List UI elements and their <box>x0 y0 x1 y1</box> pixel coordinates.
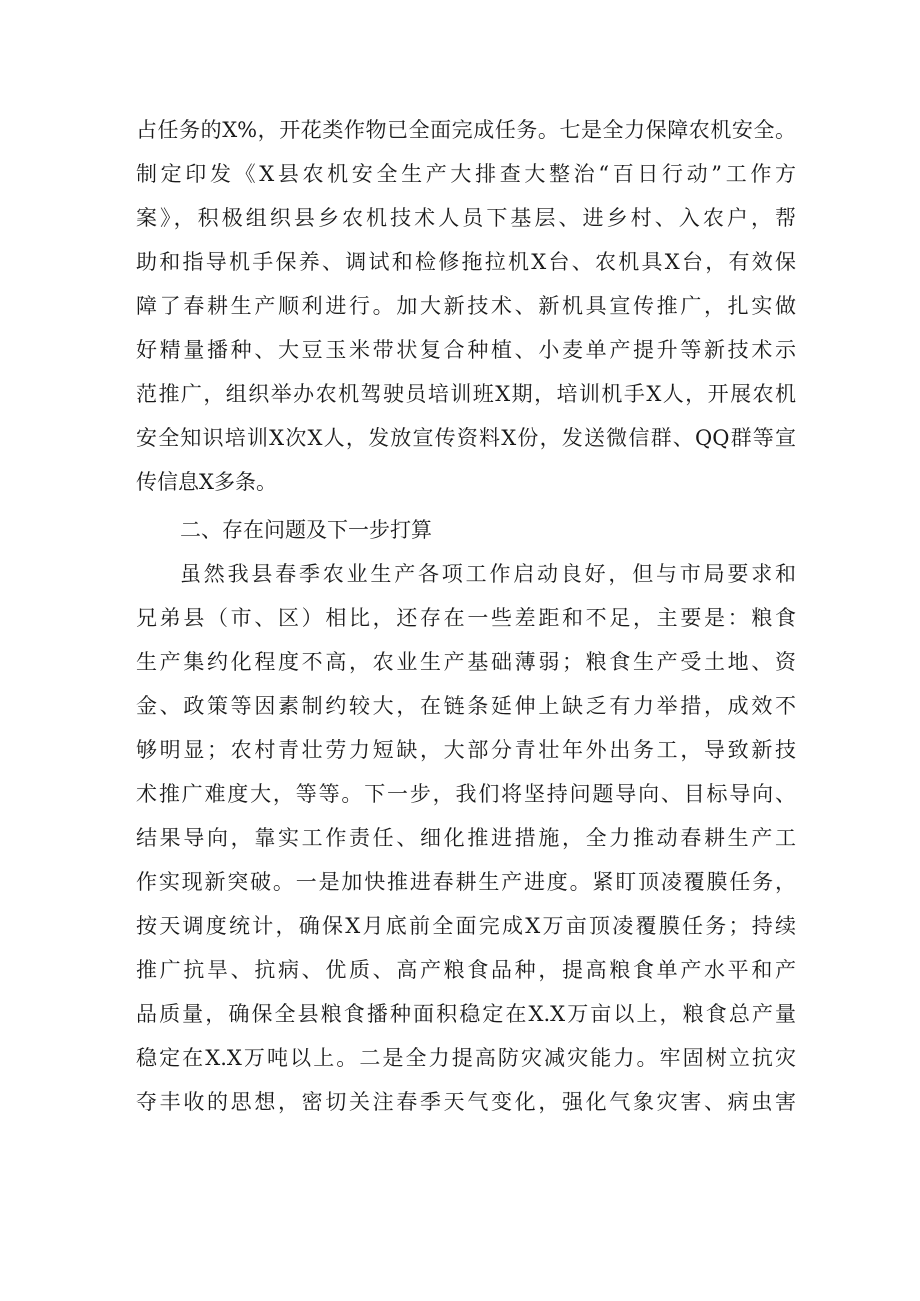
text-line: 结果导向，靠实工作责任、细化推进措施，全力推动春耕生产工 <box>136 826 796 850</box>
text-line: 传信息X多条。 <box>136 470 277 494</box>
text-line: 作实现新突破。一是加快推进春耕生产进度。紧盯顶凌覆膜任务， <box>136 870 796 894</box>
text-line: 兄弟县（市、区）相比，还存在一些差距和不足，主要是：粮食 <box>136 606 796 630</box>
text-line: 案》，积极组织县乡农机技术人员下基层、进乡村、入农户，帮 <box>136 206 796 230</box>
text-line: 够明显；农村青壮劳力短缺，大部分青壮年外出务工，导致新技 <box>136 738 796 762</box>
text-line: 稳定在X.X万吨以上。二是全力提高防灾减灾能力。牢固树立抗灾 <box>136 1046 796 1070</box>
text-line: 占任务的X%，开花类作物已全面完成任务。七是全力保障农机安全。 <box>136 118 796 142</box>
text-line: 生产集约化程度不高，农业生产基础薄弱；粮食生产受土地、资 <box>136 650 796 674</box>
text-line: 按天调度统计，确保X月底前全面完成X万亩顶凌覆膜任务；持续 <box>136 914 796 938</box>
text-line: 助和指导机手保养、调试和检修拖拉机X台、农机具X台，有效保 <box>136 250 796 274</box>
paragraph-agri-machinery-safety <box>136 108 796 504</box>
paragraph-problems-and-next-steps <box>136 552 796 1124</box>
text-line: 好精量播种、大豆玉米带状复合种植、小麦单产提升等新技术示 <box>136 338 796 362</box>
text-line: 制定印发《X县农机安全生产大排查大整治“百日行动”工作方 <box>136 162 796 186</box>
text-line: 障了春耕生产顺利进行。加大新技术、新机具宣传推广，扎实做 <box>136 294 796 318</box>
text-line: 虽然我县春季农业生产各项工作启动良好，但与市局要求和 <box>180 562 796 586</box>
text-line: 推广抗旱、抗病、优质、高产粮食品种，提高粮食单产水平和产 <box>136 958 796 982</box>
section-heading: 二、存在问题及下一步打算 <box>180 518 432 542</box>
text-line: 品质量，确保全县粮食播种面积稳定在X.X万亩以上，粮食总产量 <box>136 1002 796 1026</box>
text-line: 范推广，组织举办农机驾驶员培训班X期，培训机手X人，开展农机 <box>136 382 796 406</box>
text-line: 安全知识培训X次X人，发放宣传资料X份，发送微信群、QQ群等宣 <box>136 426 796 450</box>
text-line: 术推广难度大，等等。下一步，我们将坚持问题导向、目标导向、 <box>136 782 796 806</box>
text-line: 夺丰收的思想，密切关注春季天气变化，强化气象灾害、病虫害 <box>136 1090 796 1114</box>
text-line: 金、政策等因素制约较大，在链条延伸上缺乏有力举措，成效不 <box>136 694 796 718</box>
